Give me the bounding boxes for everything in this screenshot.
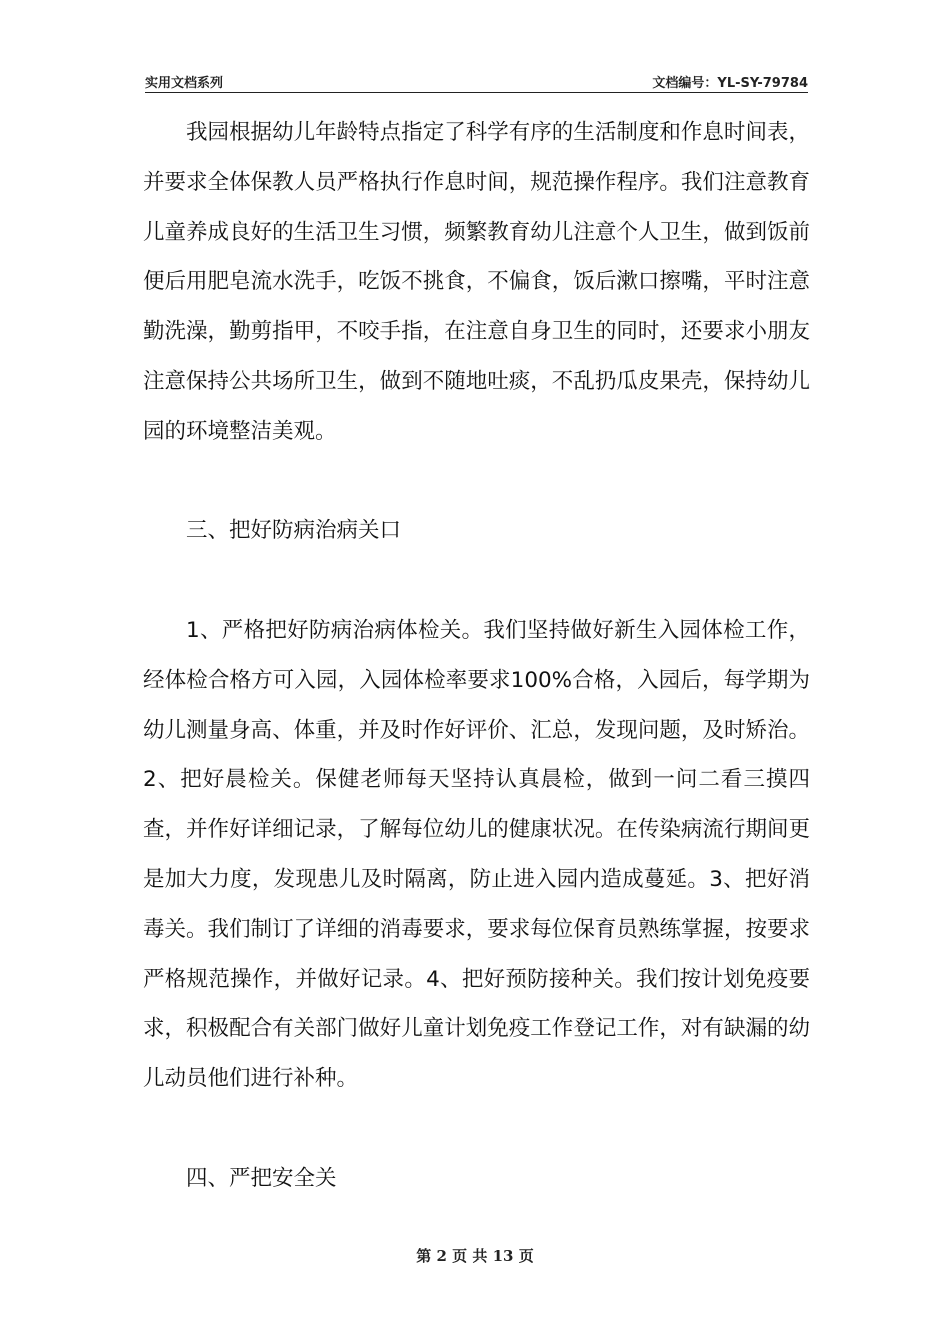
series-label: 实用文档系列: [145, 76, 224, 91]
paragraph-spacer: [143, 556, 810, 606]
paragraph-spacer: [143, 457, 810, 507]
paragraph-hygiene: 我园根据幼儿年龄特点指定了科学有序的生活制度和作息时间表，并要求全体保教人员严格执行作息时间，规范操作程序。我们注意教育儿童养成良好的生活卫生习惯，频繁教育幼儿注意个人卫生，做到饭前便后用肥皂流水洗手，吃饭不挑食，不偏食，饭后漱口擦嘴，平时注意勤洗澡，勤剪指甲，不咬手指，在注意自身卫生的同时，还要求小朋友注意保持公共场所卫生，做到不随地吐痰，不乱扔瓜皮果壳，保持幼儿园的环境整洁美观。: [143, 120, 810, 444]
section-heading-3: 三、把好防病治病关口: [186, 518, 402, 544]
paragraph-disease-prevention: 1、严格把好防病治病体检关。我们坚持做好新生入园体检工作，经体检合格方可入园，入园体检率要求100%合格，入园后，每学期为幼儿测量身高、体重，并及时作好评价、汇总，发现问题，及时矫治。2、把好晨检关。保健老师每天坚持认真晨检，做到一问二看三摸四查，并作好详细记录，了解每位幼儿的健康状况。在传染病流行期间更是加大力度，发现患儿及时隔离，防止进入园内造成蔓延。3、把好消毒关。我们制订了详细的消毒要求，要求每位保育员熟练掌握，按要求严格规范操作，并做好记录。4、把好预防接种关。我们按计划免疫要求，积极配合有关部门做好儿童计划免疫工作登记工作，对有缺漏的幼儿动员他们进行补种。: [143, 617, 810, 1092]
paragraph-spacer: [143, 1104, 810, 1154]
page-footer: 第 2 页 共 13 页: [416, 1247, 534, 1265]
page-header: [145, 70, 808, 93]
document-number: 文档编号：YL-SY-79784: [652, 76, 808, 91]
document-body: [143, 108, 810, 1204]
section-heading-4: 四、严把安全关: [186, 1165, 337, 1191]
